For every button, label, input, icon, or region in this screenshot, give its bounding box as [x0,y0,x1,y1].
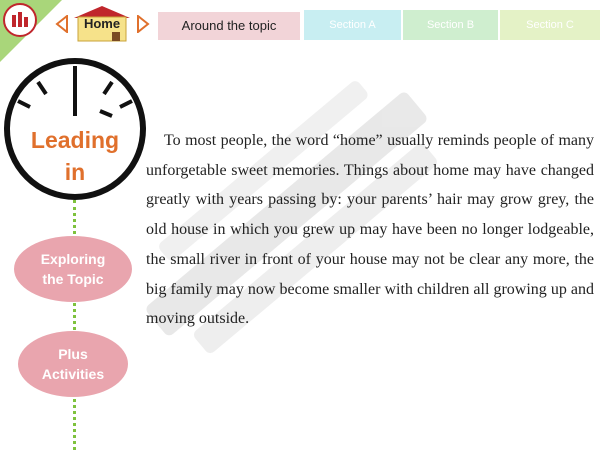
previous-arrow-icon[interactable] [55,15,69,33]
tab-around-the-topic[interactable]: Around the topic [158,12,300,40]
tab-section-c[interactable]: Section C [500,10,600,40]
leading-in-label-line2[interactable]: in [64,159,86,185]
leading-in-label[interactable]: Leading [30,127,120,153]
plus-activities-button[interactable] [18,331,128,397]
home-button[interactable]: Home [83,16,121,31]
bubble-label-line1: Plus [58,346,88,362]
tab-section-b[interactable]: Section B [403,10,498,40]
tab-section-a[interactable]: Section A [304,10,401,40]
exploring-the-topic-button[interactable] [14,236,132,302]
bubble-label-line2: Activities [41,366,105,382]
school-logo [3,3,37,37]
bubble-label-line1: Exploring [40,251,106,267]
reading-passage: To most people, the word “home” usually reminds people of many unforgetable sweet memories. Things about home may have changed greatly with years passing by: your parents’ hair may grow grey, the old house in which you grew up may have been no longer lodgeable, the small river in front of your house may not be clear any more, the big family may now become smaller with children all growing up and moving outside. [146,132,594,328]
bubble-label-line2: the Topic [42,271,104,287]
next-arrow-icon[interactable] [136,15,150,33]
